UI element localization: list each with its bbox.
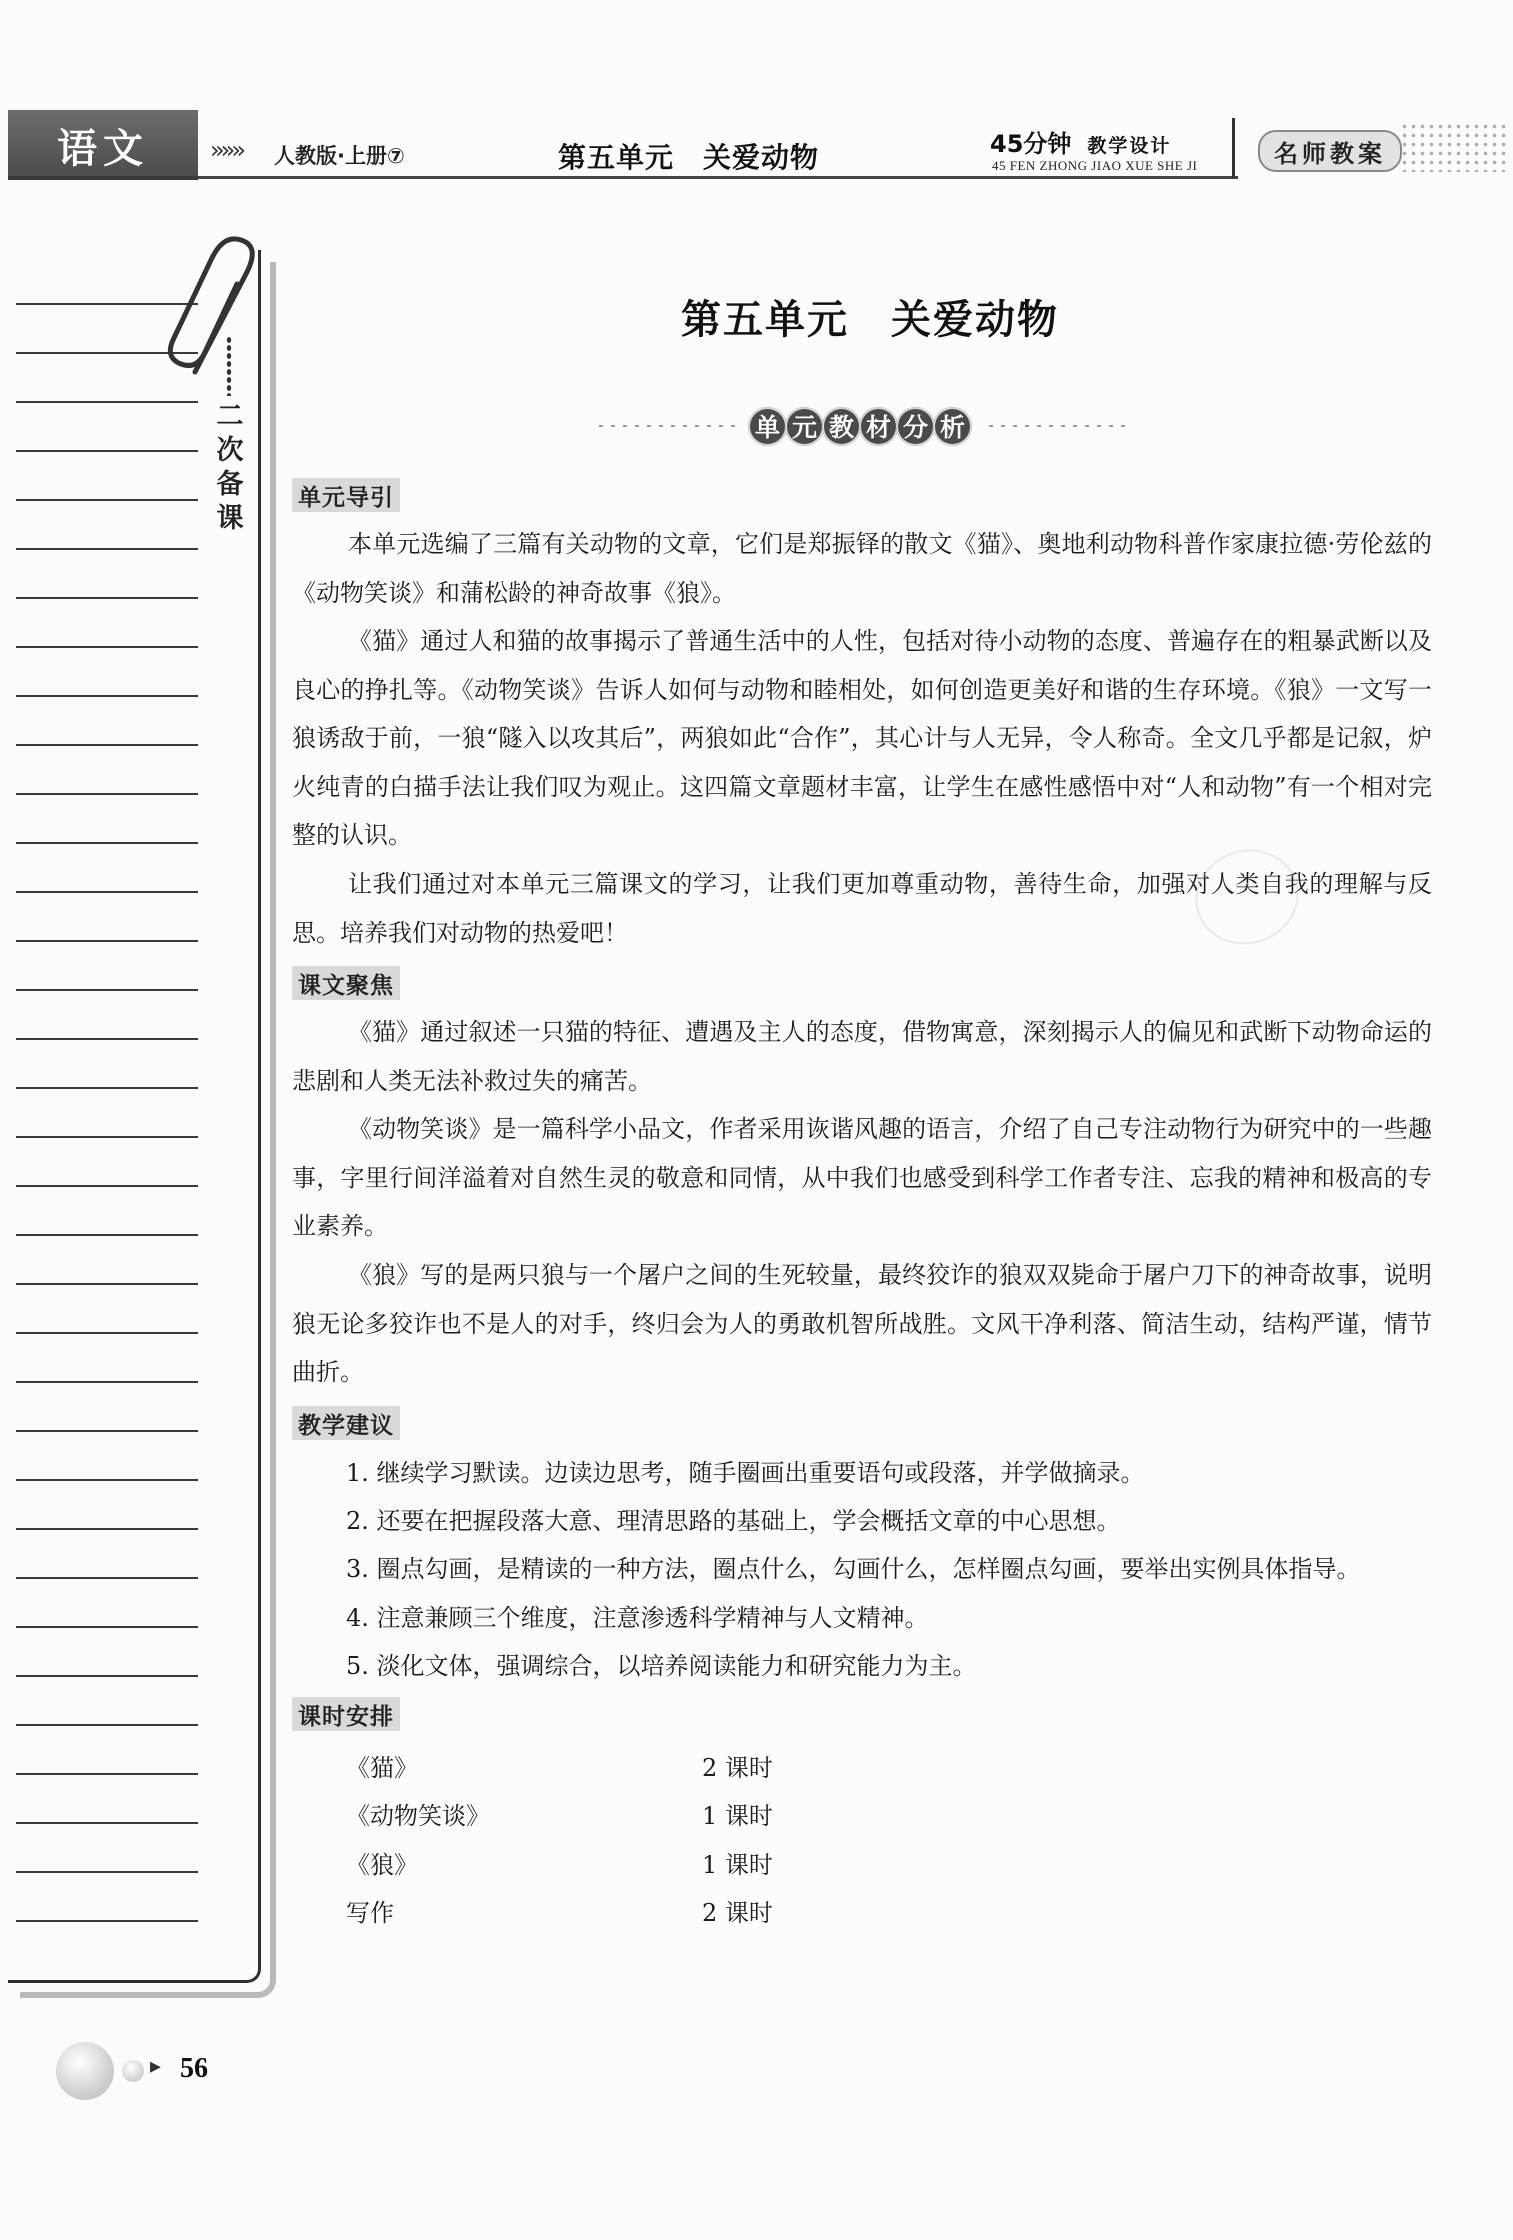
- brand-badge: 名师教案: [1258, 130, 1402, 172]
- advice-item: 3. 圈点勾画，是精读的一种方法，圈点什么，勾画什么，怎样圈点勾画，要举出实例具体指导。: [346, 1555, 1361, 1583]
- note-lines: [16, 250, 198, 1950]
- notes-label: 二次备课: [216, 401, 244, 534]
- header-rule: [198, 176, 1238, 179]
- schedule-lesson: 写作: [346, 1899, 394, 1927]
- advice-item: 5. 淡化文体，强调综合，以培养阅读能力和研究能力为主。: [346, 1652, 977, 1680]
- intro-paragraph: 让我们通过对本单元三篇课文的学习，让我们更加尊重动物，善待生命，加强对人类自我的理解与反思。培养我们对动物的热爱吧！: [292, 870, 1432, 947]
- banner-char: 元: [785, 407, 824, 446]
- subject-tab: 语文: [8, 110, 198, 180]
- section-heading-schedule: 课时安排: [292, 1697, 400, 1731]
- focus-paragraph: 《猫》通过叙述一只猫的特征、遭遇及主人的态度，借物寓意，深刻揭示人的偏见和武断下动物命运的悲剧和人类无法补救过失的痛苦。: [292, 1018, 1432, 1095]
- notes-margin: [8, 250, 261, 1983]
- decorative-dots: [1400, 122, 1508, 172]
- edition-label: 人教版·上册⑦: [274, 144, 405, 168]
- section-heading-intro: 单元导引: [292, 478, 400, 512]
- page-title: 第五单元 关爱动物: [681, 297, 1059, 343]
- series-title-sub: 教学设计: [1087, 135, 1172, 157]
- schedule-lesson: 《狼》: [346, 1851, 418, 1879]
- paperclip-icon: [165, 232, 275, 382]
- section-heading-focus: 课文聚焦: [292, 966, 400, 1000]
- chevron-icon: »»»: [210, 136, 243, 164]
- series-title-main: 45分钟: [990, 130, 1072, 158]
- banner-char: 析: [933, 407, 972, 446]
- dotted-rule-right: [985, 424, 1125, 428]
- focus-paragraph: 《狼》写的是两只狼与一个屠户之间的生死较量，最终狡诈的狼双双毙命于屠户刀下的神奇故事，说明狼无论多狡诈也不是人的对手，终归会为人的勇敢机智所战胜。文风干净利落、简洁生动，结构严谨，情节曲折。: [292, 1261, 1432, 1386]
- banner-char: 教: [822, 407, 861, 446]
- banner-char: 分: [896, 407, 935, 446]
- page-number: 56: [180, 2053, 208, 2084]
- header-unit-title: 第五单元 关爱动物: [558, 141, 820, 174]
- intro-paragraph: 本单元选编了三篇有关动物的文章，它们是郑振铎的散文《猫》、奥地利动物科普作家康拉德·劳伦兹的《动物笑谈》和蒲松龄的神奇故事《狼》。: [292, 530, 1432, 607]
- schedule-hours: 1 课时: [702, 1802, 773, 1830]
- intro-paragraph: 《猫》通过人和猫的故事揭示了普通生活中的人性，包括对待小动物的态度、普遍存在的粗暴武断以及良心的挣扎等。《动物笑谈》告诉人如何与动物和睦相处，如何创造更美好和谐的生存环境。《狼》一文写一狼诱敌于前，一狼“隧入以攻其后”，两狼如此“合作”，其心计与人无异，令人称奇。全文几乎都是记叙，炉火纯青的白描手法让我们叹为观止。这四篇文章题材丰富，让学生在感性感悟中对“人和动物”有一个相对完整的认识。: [292, 627, 1432, 849]
- header-divider: [1232, 118, 1235, 178]
- schedule-hours: 1 课时: [702, 1851, 773, 1879]
- page-ornament-small: [122, 2060, 144, 2082]
- page-ornament: [56, 2042, 114, 2100]
- schedule-hours: 2 课时: [702, 1899, 773, 1927]
- dotted-rule-left: [595, 424, 735, 428]
- schedule-lesson: 《动物笑谈》: [346, 1802, 490, 1830]
- advice-item: 2. 还要在把握段落大意、理清思路的基础上，学会概括文章的中心思想。: [346, 1507, 1121, 1535]
- analysis-banner: [560, 403, 1160, 449]
- series-pinyin: 45 FEN ZHONG JIAO XUE SHE JI: [992, 158, 1198, 173]
- schedule-hours: 2 课时: [702, 1754, 773, 1782]
- schedule-lesson: 《猫》: [346, 1754, 418, 1782]
- banner-char: 材: [859, 407, 898, 446]
- arrow-icon: ▸: [150, 2054, 162, 2079]
- banner-char: 单: [748, 407, 787, 446]
- section-heading-advice: 教学建议: [292, 1406, 400, 1440]
- advice-item: 1. 继续学习默读。边读边思考，随手圈画出重要语句或段落，并学做摘录。: [346, 1459, 1145, 1487]
- focus-paragraph: 《动物笑谈》是一篇科学小品文，作者采用诙谐风趣的语言，介绍了自己专注动物行为研究中的一些趣事，字里行间洋溢着对自然生灵的敬意和同情，从中我们也感受到科学工作者专注、忘我的精神和极高的专业素养。: [292, 1115, 1432, 1240]
- series-title: [990, 124, 1171, 159]
- advice-item: 4. 注意兼顾三个维度，注意渗透科学精神与人文精神。: [346, 1604, 929, 1632]
